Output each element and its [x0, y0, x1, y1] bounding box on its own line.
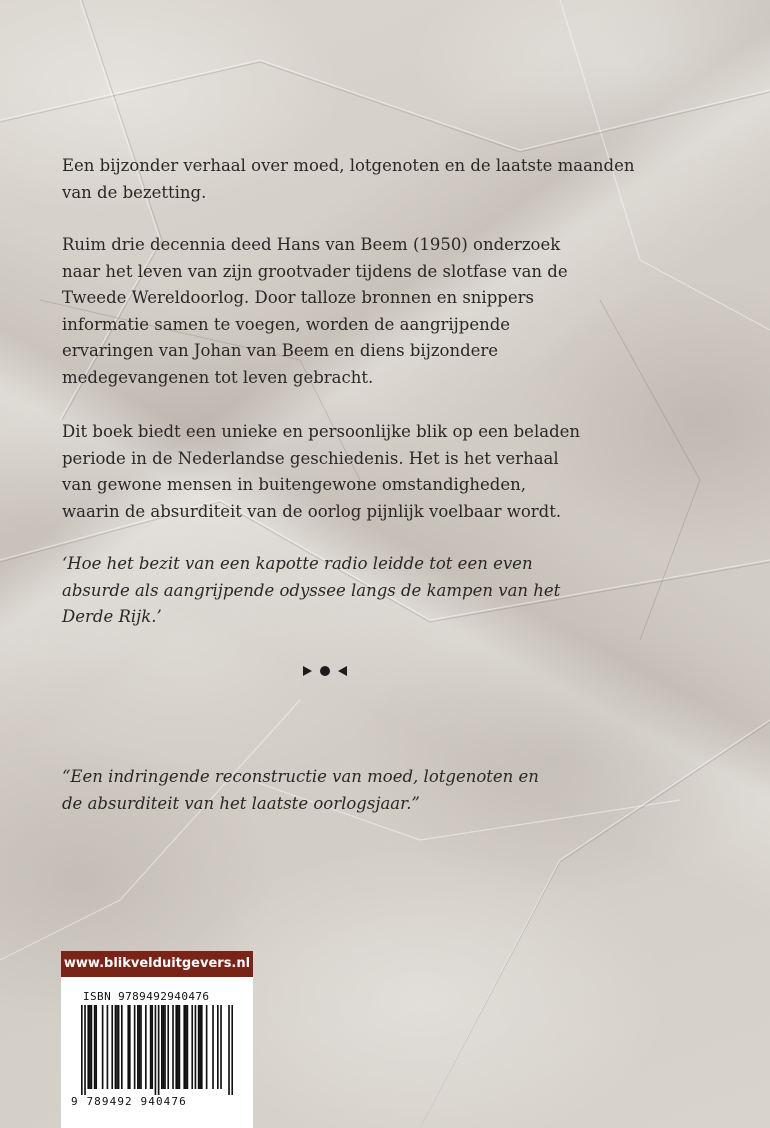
barcode-bar: [84, 1005, 86, 1095]
barcode-bar: [91, 1005, 93, 1089]
barcode-bar: [228, 1005, 230, 1095]
barcode-bar: [158, 1005, 160, 1095]
barcode-bar: [217, 1005, 219, 1089]
barcode-bar: [115, 1005, 117, 1089]
barcode-bar: [102, 1005, 104, 1089]
barcode-bar: [191, 1005, 193, 1089]
barcode-bar: [185, 1005, 187, 1089]
triangle-right-icon: [303, 666, 312, 676]
barcode-bar: [111, 1005, 113, 1089]
barcode-bar: [231, 1005, 233, 1095]
barcode-bar: [140, 1005, 142, 1089]
barcode-digits: 9 789492 940476: [71, 1095, 187, 1108]
barcode-bar: [212, 1005, 214, 1089]
section-ornament: [303, 662, 347, 680]
barcode-bar: [139, 1005, 141, 1089]
barcode-bar: [118, 1005, 120, 1089]
intro-paragraph: Een bijzonder verhaal over moed, lotgenoten en de laatste maanden van de bezetting.: [62, 156, 635, 202]
barcode-bar: [198, 1005, 200, 1089]
barcode-bar: [81, 1005, 83, 1095]
research-paragraph: Ruim drie decennia deed Hans van Beem (1950) onderzoek naar het leven van zijn grootvader tijdens de slotfase van de Tweede Wereldoorlog. Door talloze bronnen en snippers informatie samen te voegen, worden de aangrijpende ervaringen van Johan van Beem en diens bijzondere medegevangenen tot leven gebracht.: [62, 235, 568, 387]
barcode-bar: [187, 1005, 189, 1089]
dot-icon: [320, 666, 330, 676]
review-quote: “Een indringende reconstructie van moed, lotgenoten en de absurditeit van het laatste oorlogsjaar.”: [62, 767, 539, 813]
barcode-bar: [220, 1005, 222, 1089]
barcode-bar: [89, 1005, 91, 1089]
publisher-url[interactable]: www.blikvelduitgevers.nl: [61, 951, 253, 977]
barcode-bar: [195, 1005, 197, 1089]
barcode-bar: [137, 1005, 139, 1089]
barcode-bar: [172, 1005, 174, 1089]
summary-paragraph: Dit boek biedt een unieke en persoonlijke blik op een beladen periode in de Nederlandse geschiedenis. Het is het verhaal van gewone mensen in buitengewone omstandigheden, waarin de absurditeit van de oorlog pijnlijk voelbaar wordt.: [62, 422, 581, 521]
barcode-bar: [121, 1005, 123, 1089]
barcode-bar: [94, 1005, 96, 1089]
barcode-bar: [167, 1005, 169, 1089]
barcode-bar: [127, 1005, 129, 1089]
barcode-bar: [163, 1005, 165, 1089]
barcode-bar: [206, 1005, 208, 1089]
tagline-quote: ‘Hoe het bezit van een kapotte radio leidde tot een even absurde als aangrijpende odyssee langs de kampen van het Derde Rijk.’: [62, 554, 561, 626]
barcode-bar: [179, 1005, 181, 1089]
barcode-bar: [150, 1005, 152, 1089]
barcode-bar: [201, 1005, 203, 1089]
barcode-image: [81, 1005, 233, 1095]
barcode-bar: [155, 1005, 157, 1095]
barcode-bar: [107, 1005, 109, 1089]
barcode-bar: [134, 1005, 136, 1089]
triangle-left-icon: [338, 666, 347, 676]
barcode-bar: [116, 1005, 118, 1089]
barcode-bar: [175, 1005, 177, 1089]
barcode-bar: [145, 1005, 147, 1089]
barcode-bar: [151, 1005, 153, 1089]
isbn-label: ISBN 9789492940476: [83, 990, 210, 1003]
barcode-bar: [177, 1005, 179, 1089]
barcode-bar: [161, 1005, 163, 1089]
barcode-bar: [183, 1005, 185, 1089]
barcode-bar: [199, 1005, 201, 1089]
barcode-bar: [95, 1005, 97, 1089]
barcode-panel: [61, 977, 253, 1128]
barcode-bar: [87, 1005, 89, 1089]
barcode-bar: [164, 1005, 166, 1089]
barcode-bar: [129, 1005, 131, 1089]
